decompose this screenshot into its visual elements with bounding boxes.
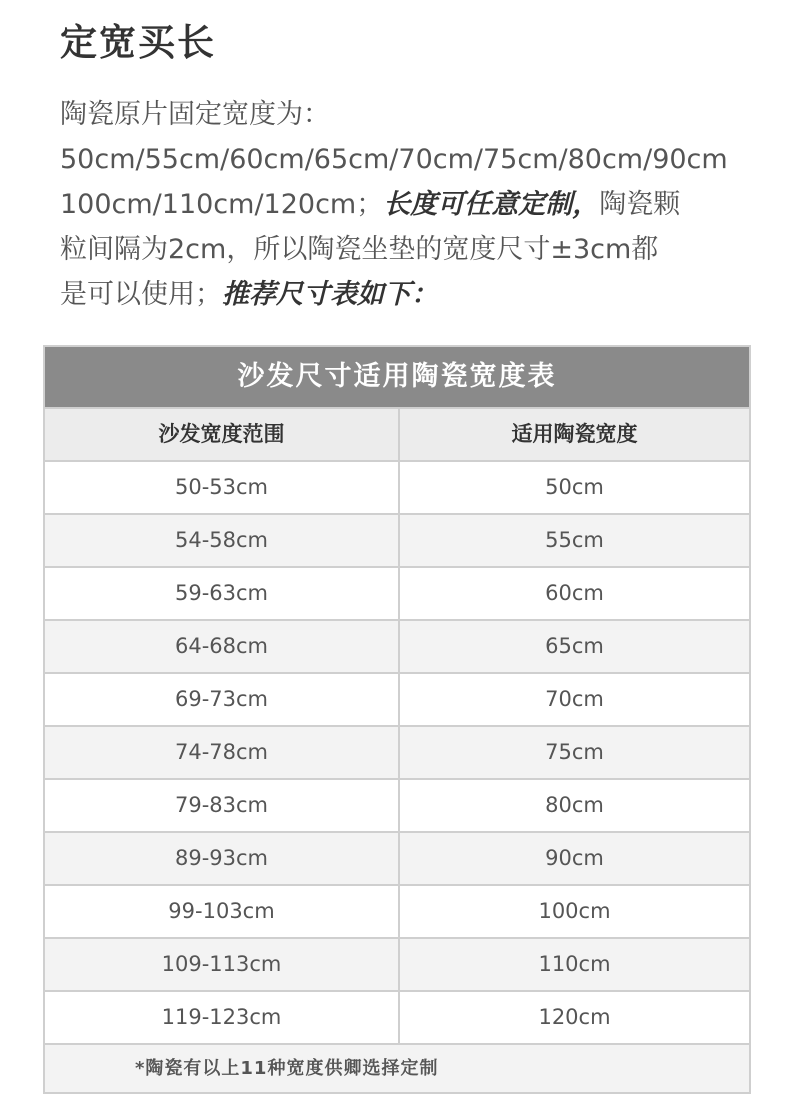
intro-paragraph bbox=[60, 92, 750, 317]
table-row bbox=[45, 515, 749, 568]
page-title: 定宽买长 bbox=[60, 21, 216, 64]
table-row bbox=[45, 992, 749, 1045]
ceramic-width-cell: 120cm bbox=[538, 1005, 611, 1029]
sofa-width-cell: 119-123cm bbox=[45, 992, 400, 1043]
sofa-width-cell: 50-53cm bbox=[45, 462, 400, 513]
width-list-line: 50cm/55cm/60cm/65cm/70cm/75cm/80cm/90cm bbox=[60, 144, 728, 175]
ceramic-width-cell: 100cm bbox=[538, 899, 611, 923]
intro-line: 粒间隔为2cm，所以陶瓷坐垫的宽度尺寸±3cm都 bbox=[60, 234, 659, 265]
table-row bbox=[45, 780, 749, 833]
recommend-emphasis: 推荐尺寸表如下： bbox=[222, 279, 438, 310]
width-list-tail: 100cm/110cm/120cm； bbox=[60, 189, 384, 220]
sofa-width-cell: 79-83cm bbox=[45, 780, 400, 831]
header-ceramic-width: 适用陶瓷宽度 bbox=[511, 422, 638, 446]
size-table bbox=[43, 345, 751, 1094]
table-row bbox=[45, 727, 749, 780]
sofa-width-cell: 89-93cm bbox=[45, 833, 400, 884]
intro-text: 陶瓷颗 bbox=[599, 189, 681, 220]
ceramic-width-cell: 70cm bbox=[545, 687, 604, 711]
sofa-width-cell: 64-68cm bbox=[45, 621, 400, 672]
table-row bbox=[45, 939, 749, 992]
intro-line: 陶瓷原片固定宽度为： bbox=[60, 99, 330, 130]
table-footnote: *陶瓷有以上11种宽度供卿选择定制 bbox=[45, 1045, 749, 1092]
intro-line bbox=[60, 182, 750, 227]
ceramic-width-cell: 50cm bbox=[545, 475, 604, 499]
ceramic-width-cell: 110cm bbox=[538, 952, 611, 976]
sofa-width-cell: 69-73cm bbox=[45, 674, 400, 725]
length-custom-emphasis: 长度可任意定制， bbox=[383, 189, 600, 220]
intro-text: 是可以使用； bbox=[60, 279, 222, 310]
ceramic-width-cell: 55cm bbox=[545, 528, 604, 552]
table-title: 沙发尺寸适用陶瓷宽度表 bbox=[45, 347, 749, 409]
table-body bbox=[45, 462, 749, 1045]
header-sofa-width: 沙发宽度范围 bbox=[45, 409, 400, 460]
table-row bbox=[45, 568, 749, 621]
table-row bbox=[45, 833, 749, 886]
ceramic-width-cell: 75cm bbox=[545, 740, 604, 764]
sofa-width-cell: 99-103cm bbox=[45, 886, 400, 937]
sofa-width-cell: 74-78cm bbox=[45, 727, 400, 778]
table-row bbox=[45, 462, 749, 515]
ceramic-width-cell: 90cm bbox=[545, 846, 604, 870]
table-header-row bbox=[45, 409, 749, 462]
table-row bbox=[45, 886, 749, 939]
sofa-width-cell: 54-58cm bbox=[45, 515, 400, 566]
sofa-width-cell: 109-113cm bbox=[45, 939, 400, 990]
ceramic-width-cell: 65cm bbox=[545, 634, 604, 658]
intro-line bbox=[60, 272, 750, 317]
ceramic-width-cell: 60cm bbox=[545, 581, 604, 605]
table-row bbox=[45, 674, 749, 727]
ceramic-width-cell: 80cm bbox=[545, 793, 604, 817]
sofa-width-cell: 59-63cm bbox=[45, 568, 400, 619]
table-row bbox=[45, 621, 749, 674]
